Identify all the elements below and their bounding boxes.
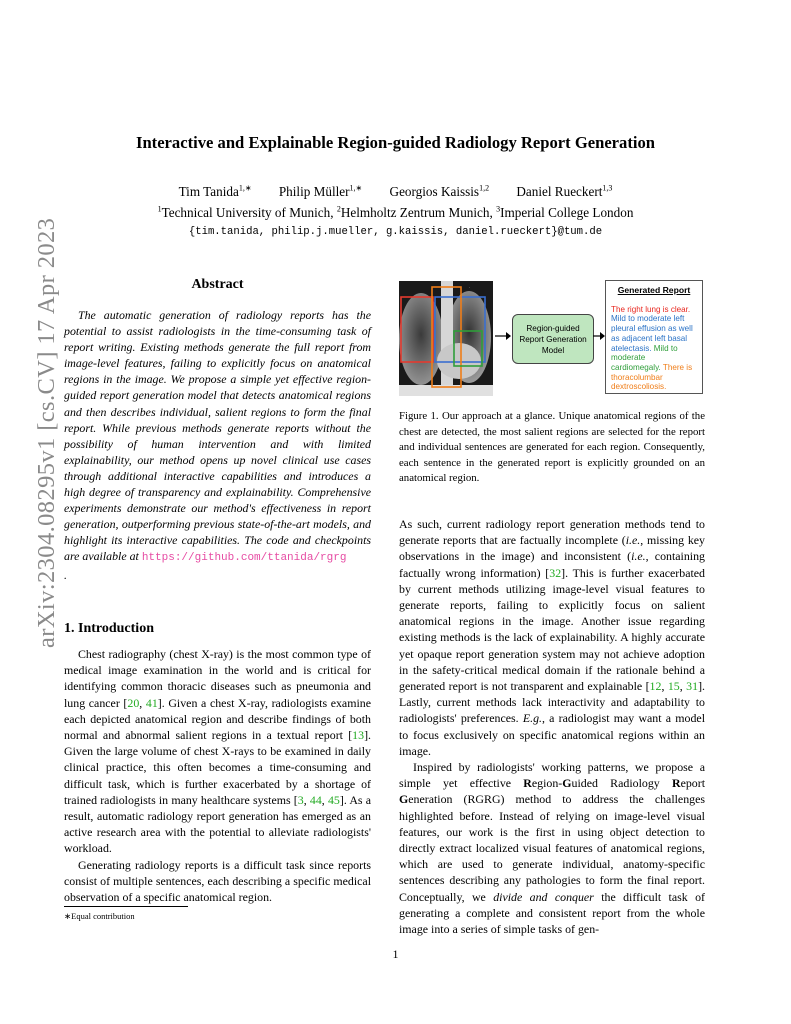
arxiv-stamp: arXiv:2304.08295v1 [cs.CV] 17 Apr 2023: [33, 217, 60, 648]
model-box: Region-guided Report Generation Model: [512, 314, 594, 364]
chest-xray-image: [399, 281, 493, 396]
author-list: [0, 184, 791, 200]
report-sentence: The right lung is clear.: [611, 304, 691, 314]
report-sentence: Mild to moderate cardiomegaly.: [611, 343, 678, 372]
author-emails: {tim.tanida, philip.j.mueller, g.kaissis, daniel.rueckert}@tum.de: [188, 226, 603, 238]
citation-link[interactable]: 41: [145, 695, 158, 710]
footnote: ∗Equal contribution: [64, 911, 135, 921]
right-paragraph-1: As such, current radiology report generation methods tend to generate reports that are factually incomplete (i.e., missing key observations in the image) and inconsistent (i.e., containing factually wrong information) [32]. This is further exacerbated by current methods utilizing image-level visual features to generate reports, failing to explicitly focus on salient anatomical regions in the image. Another issue regarding existing methods is the lack of explainability. A highly accurate yet opaque report generation system may not achieve adoption in the safety-critical medical domain if the rationale behind a generated report is not transparent and explainable [12, 15, 31]. Lastly, current methods lack interactivity and adaptability to radiologists' preferences. E.g., a radiologist may want a model to focus exclusively on specific anatomical regions within an image.: [399, 517, 705, 758]
affiliations: $^1$Technical University of Munich, $^2$Helmholtz Zentrum Munich, $^3$Imperial College London: [157, 204, 634, 220]
citation-link[interactable]: 45: [327, 792, 340, 807]
intro-paragraph-2: Generating radiology reports is a difficult task since reports consist of multiple sentences, each describing a specific medical observation of a specific anatomical region.: [64, 857, 371, 905]
generated-report-box: [605, 280, 703, 394]
citation-link[interactable]: 44: [309, 792, 322, 807]
citation-link[interactable]: 13: [352, 728, 365, 743]
paper-title: Interactive and Explainable Region-guided Radiology Report Generation: [135, 133, 656, 152]
intro-paragraph-1: Chest radiography (chest X-ray) is the most common type of medical image examination in the world and is critical for identifying common thoracic diseases such as pneumonia and lung cancer [20, 41]. Given a chest X-ray, radiologists examine each depicted anatomical region and describe findings of both normal and abnormal salient regions in a textual report [13]. Given the large volume of chest X-rays to be examined in daily clinical practice, this often becomes a time-consuming and difficult task, which is further exacerbated by a shortage of trained radiologists in many healthcare systems [3, 44, 45]. As a result, automatic radiology report generation has emerged as an active research area with the potential to alleviate radiologists' workload.: [64, 647, 372, 856]
citation-link[interactable]: 12: [649, 679, 662, 694]
right-column-body: [399, 516, 705, 937]
citation-link[interactable]: 32: [549, 565, 562, 580]
citation-link[interactable]: 31: [686, 679, 699, 694]
code-link[interactable]: https://github.com/ttanida/rgrg: [141, 552, 347, 565]
arrow-icon: [494, 330, 512, 342]
author-name: Daniel Rueckert$^{1,3}$: [516, 183, 613, 199]
footnote-rule: [64, 906, 188, 907]
svg-text:·: ·: [469, 285, 471, 290]
abstract-body: The automatic generation of radiology reports has the potential to assist radiologists in the time-consuming task of report writing. Existing methods generate the full report from image-level features, failing to explicitly focus on anatomical regions in the image. We propose a simple yet effective region-guided report generation model that detects anatomical regions and then describes individual, salient regions to form the final report. While previous methods generate reports without the possibility of human intervention and with limited explainability, our method opens up novel clinical use cases through additional interactive capabilities and introduces a high degree of transparency and explainability. Comprehensive experiments demonstrate our method's effectiveness in report generation, outperforming previous state-of-the-art models, and highlight its interactive capabilities. The code and checkpoints are available at https://github.com/ttanida/rgrg .: [64, 308, 371, 582]
author-name: Georgios Kaissis$^{1,2}$: [389, 183, 490, 199]
report-sentence: There is thoracolumbar dextroscoliosis.: [611, 362, 693, 392]
citation-link[interactable]: 15: [667, 679, 680, 694]
xray-graphic: [399, 281, 493, 396]
figure-caption: Figure 1. Our approach at a glance. Unique anatomical regions of the chest are detected, the most salient regions are selected for the report and individual sentences are generated for each region. Consequently, each sentence in the generated report is explicitly grounded on an anatomical region.: [399, 410, 705, 484]
report-text: [611, 305, 697, 392]
author-name: Philip Müller$^{1,∗}$: [278, 183, 363, 199]
page-number: 1: [392, 947, 399, 961]
citation-link[interactable]: 3: [297, 792, 304, 807]
right-paragraph-2: Inspired by radiologists' working patterns, we propose a simple yet effective Region-Guided Radiology Report Generation (RGRG) method to address the challenges highlighted before. Instead of relying on image-level visual features, our work is the first in using object detection to directly extract localized visual features of anatomical regions, which are used to generate individual, anatomy-specific sentences describing any pathologies to form the final report. Conceptually, we divide and conquer the difficult task of generating a complete and consistent report from the whole image into a series of simple tasks of gen-: [399, 760, 705, 937]
arrow-icon: [592, 330, 606, 342]
intro-body: [64, 646, 371, 905]
section-heading: 1. Introduction: [64, 621, 154, 636]
citation-link[interactable]: 20: [127, 695, 140, 710]
report-title: Generated Report: [617, 285, 691, 295]
report-sentence: Mild to moderate left pleural effusion as well as adjacent left basal atelectasis.: [611, 314, 693, 353]
abstract-heading: Abstract: [191, 277, 244, 292]
author-name: Tim Tanida$^{1,∗}$: [178, 183, 252, 199]
